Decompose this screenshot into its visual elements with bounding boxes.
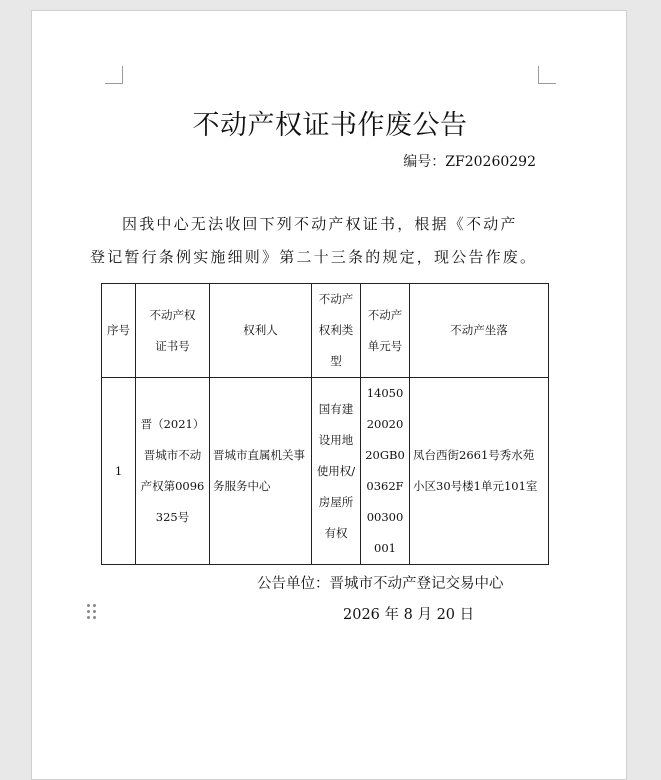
certificate-table (101, 283, 549, 565)
body-paragraph (90, 208, 550, 274)
body-line: 登记暂行条例实施细则》第二十三条的规定，现公告作废。 (90, 248, 538, 266)
table-row (102, 378, 549, 565)
header-cell: 不动产权利类型 (312, 284, 361, 378)
drag-handle-icon[interactable] (87, 604, 97, 620)
issuer-line: 公告单位：晋城市不动产登记交易中心 (257, 576, 504, 592)
cell-location: 凤台西街2661号秀水苑小区30号楼1单元101室 (410, 378, 549, 565)
margin-corner-mark (538, 66, 556, 84)
header-cell: 序号 (102, 284, 136, 378)
cell-rights-type: 国有建设用地使用权/房屋所有权 (312, 378, 361, 565)
margin-corner-mark (105, 66, 123, 84)
cell-rights-holder: 晋城市直属机关事务服务中心 (210, 378, 312, 565)
header-cell: 不动产权证书号 (136, 284, 210, 378)
cell-index: 1 (102, 378, 136, 565)
header-cell: 不动产坐落 (410, 284, 549, 378)
document-title: 不动产权证书作废公告 (192, 110, 468, 141)
cell-certificate-number: 晋（2021）晋城市不动产权第0096325号 (136, 378, 210, 565)
table-header-row (102, 284, 549, 378)
date-line: 2026 年 8 月 20 日 (343, 607, 475, 623)
document-page (31, 10, 627, 780)
header-cell: 不动产单元号 (361, 284, 410, 378)
body-line: 因我中心无法收回下列不动产权证书，根据《不动产 (122, 215, 518, 233)
header-cell: 权利人 (210, 284, 312, 378)
document-number: 编号：ZF20260292 (403, 154, 536, 170)
cell-unit-number: 140502002020GB00362F00300001 (361, 378, 410, 565)
